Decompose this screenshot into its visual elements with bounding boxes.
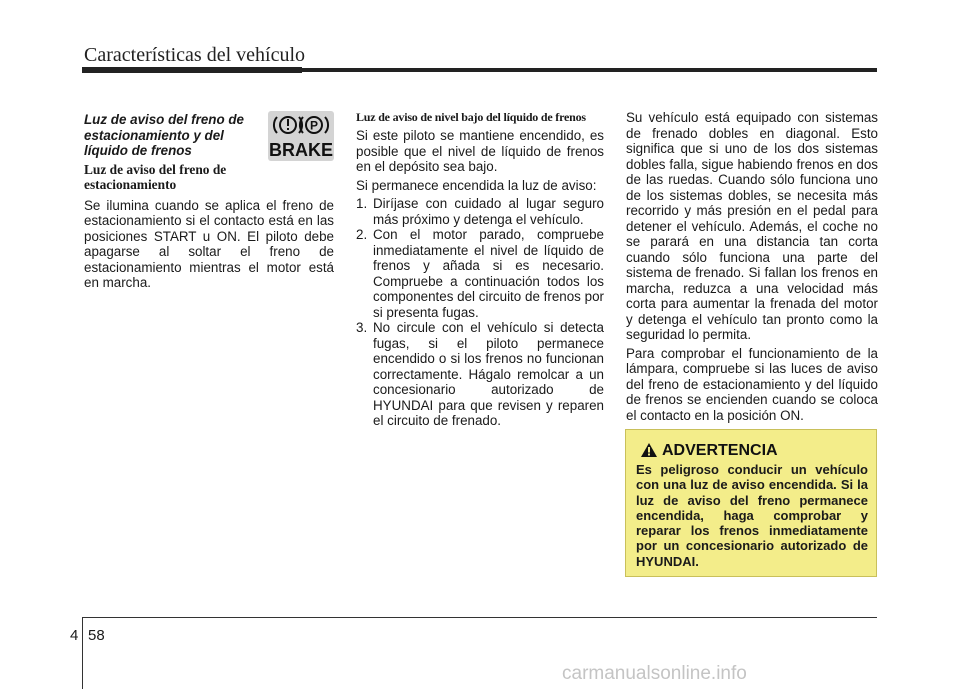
paragraph-brake-fluid-2: Si permanece encendida la luz de aviso:: [356, 177, 597, 193]
warning-text: Es peligroso conducir un vehículo con una luz de aviso encendida. Si la luz de aviso del freno permanece encendida, haga comprobar y reparar los frenos inmediatamente por un concesionario autorizado de HYUNDAI.: [636, 462, 868, 569]
brake-warning-icon: [268, 111, 334, 161]
list-item-number: 2.: [356, 227, 368, 242]
list-item-text: No circule con el vehículo si detecta fugas, si el piloto permanece encendido o si los frenos no funcionan correctamente. Hágalo remolcar a un concesionario autorizado de HYUNDAI para que revisen y reparen el circuito de frenado.: [373, 320, 604, 428]
steps-list: [356, 196, 604, 429]
warning-box: [625, 429, 877, 577]
list-item: [356, 196, 604, 227]
svg-text:P: P: [309, 118, 319, 133]
warning-triangle-icon: [640, 442, 658, 458]
brake-icon-label: BRAKE: [268, 140, 334, 160]
list-item-number: 3.: [356, 320, 368, 335]
chapter-number: 4: [70, 627, 79, 644]
paragraph-lamp-check: Para comprobar el funcionamiento de la lámpara, compruebe si las luces de aviso del freno de estacionamiento y del líquido de frenos se encienden cuando se coloca el contacto en la posición ON.: [626, 345, 878, 423]
paragraph-dual-brake: Su vehículo está equipado con sistemas de frenado dobles en diagonal. Esto significa que si uno de los dos sistemas dobles falla, sigue habiendo frenos en dos de las ruedas. Cuando sólo funciona uno de los sistemas dobles, se necesita más recorrido y más presión en el pedal para detener el vehículo. Además, el coche no se parará en una distancia tan corta cuando sólo funciona una parte del sistema de frenado. Si fallan los frenos en marcha, reduzca a una velocidad más corta para aumentar la frenada del motor y detenga el vehículo tan pronto como la seguridad lo permita.: [626, 110, 878, 342]
list-item-number: 1.: [356, 196, 368, 211]
subheading-parking-brake: Luz de aviso del freno de estacionamiento: [84, 161, 227, 192]
paragraph-parking-brake: Se ilumina cuando se aplica el freno de estacionamiento si el contacto está en las posiciones START u ON. El piloto debe apagarse al soltar el freno de estacionamiento mientras el motor está en marcha.: [84, 197, 334, 290]
list-item-text: Con el motor parado, compruebe inmediatamente el nivel de líquido de frenos y añada si es necesario. Compruebe a continuación todos los componentes del circuito de frenos por si presenta fugas.: [373, 227, 604, 320]
column-2: [356, 110, 604, 429]
footer-rule: [82, 617, 877, 618]
page-number: 58: [88, 627, 105, 644]
page-header-title: Características del vehículo: [84, 44, 306, 66]
section-heading-italic: Luz de aviso del freno de estacionamiento y del líquido de frenos: [84, 112, 244, 158]
list-item-text: Diríjase con cuidado al lugar seguro más próximo y detenga el vehículo.: [373, 196, 604, 227]
subheading-brake-fluid: Luz de aviso de nivel bajo del líquido de frenos: [356, 110, 586, 124]
paragraph-brake-fluid-1: Si este piloto se mantiene encendido, es posible que el nivel de líquido de frenos en el depósito sea bajo.: [356, 128, 604, 174]
footer-divider: [82, 617, 83, 689]
list-item: [356, 227, 604, 320]
column-3: [626, 110, 878, 426]
watermark: carmanualsonline.info: [562, 663, 747, 684]
list-item: [356, 320, 604, 429]
header-rule-accent: [82, 67, 302, 73]
warning-title: ADVERTENCIA: [662, 442, 778, 459]
